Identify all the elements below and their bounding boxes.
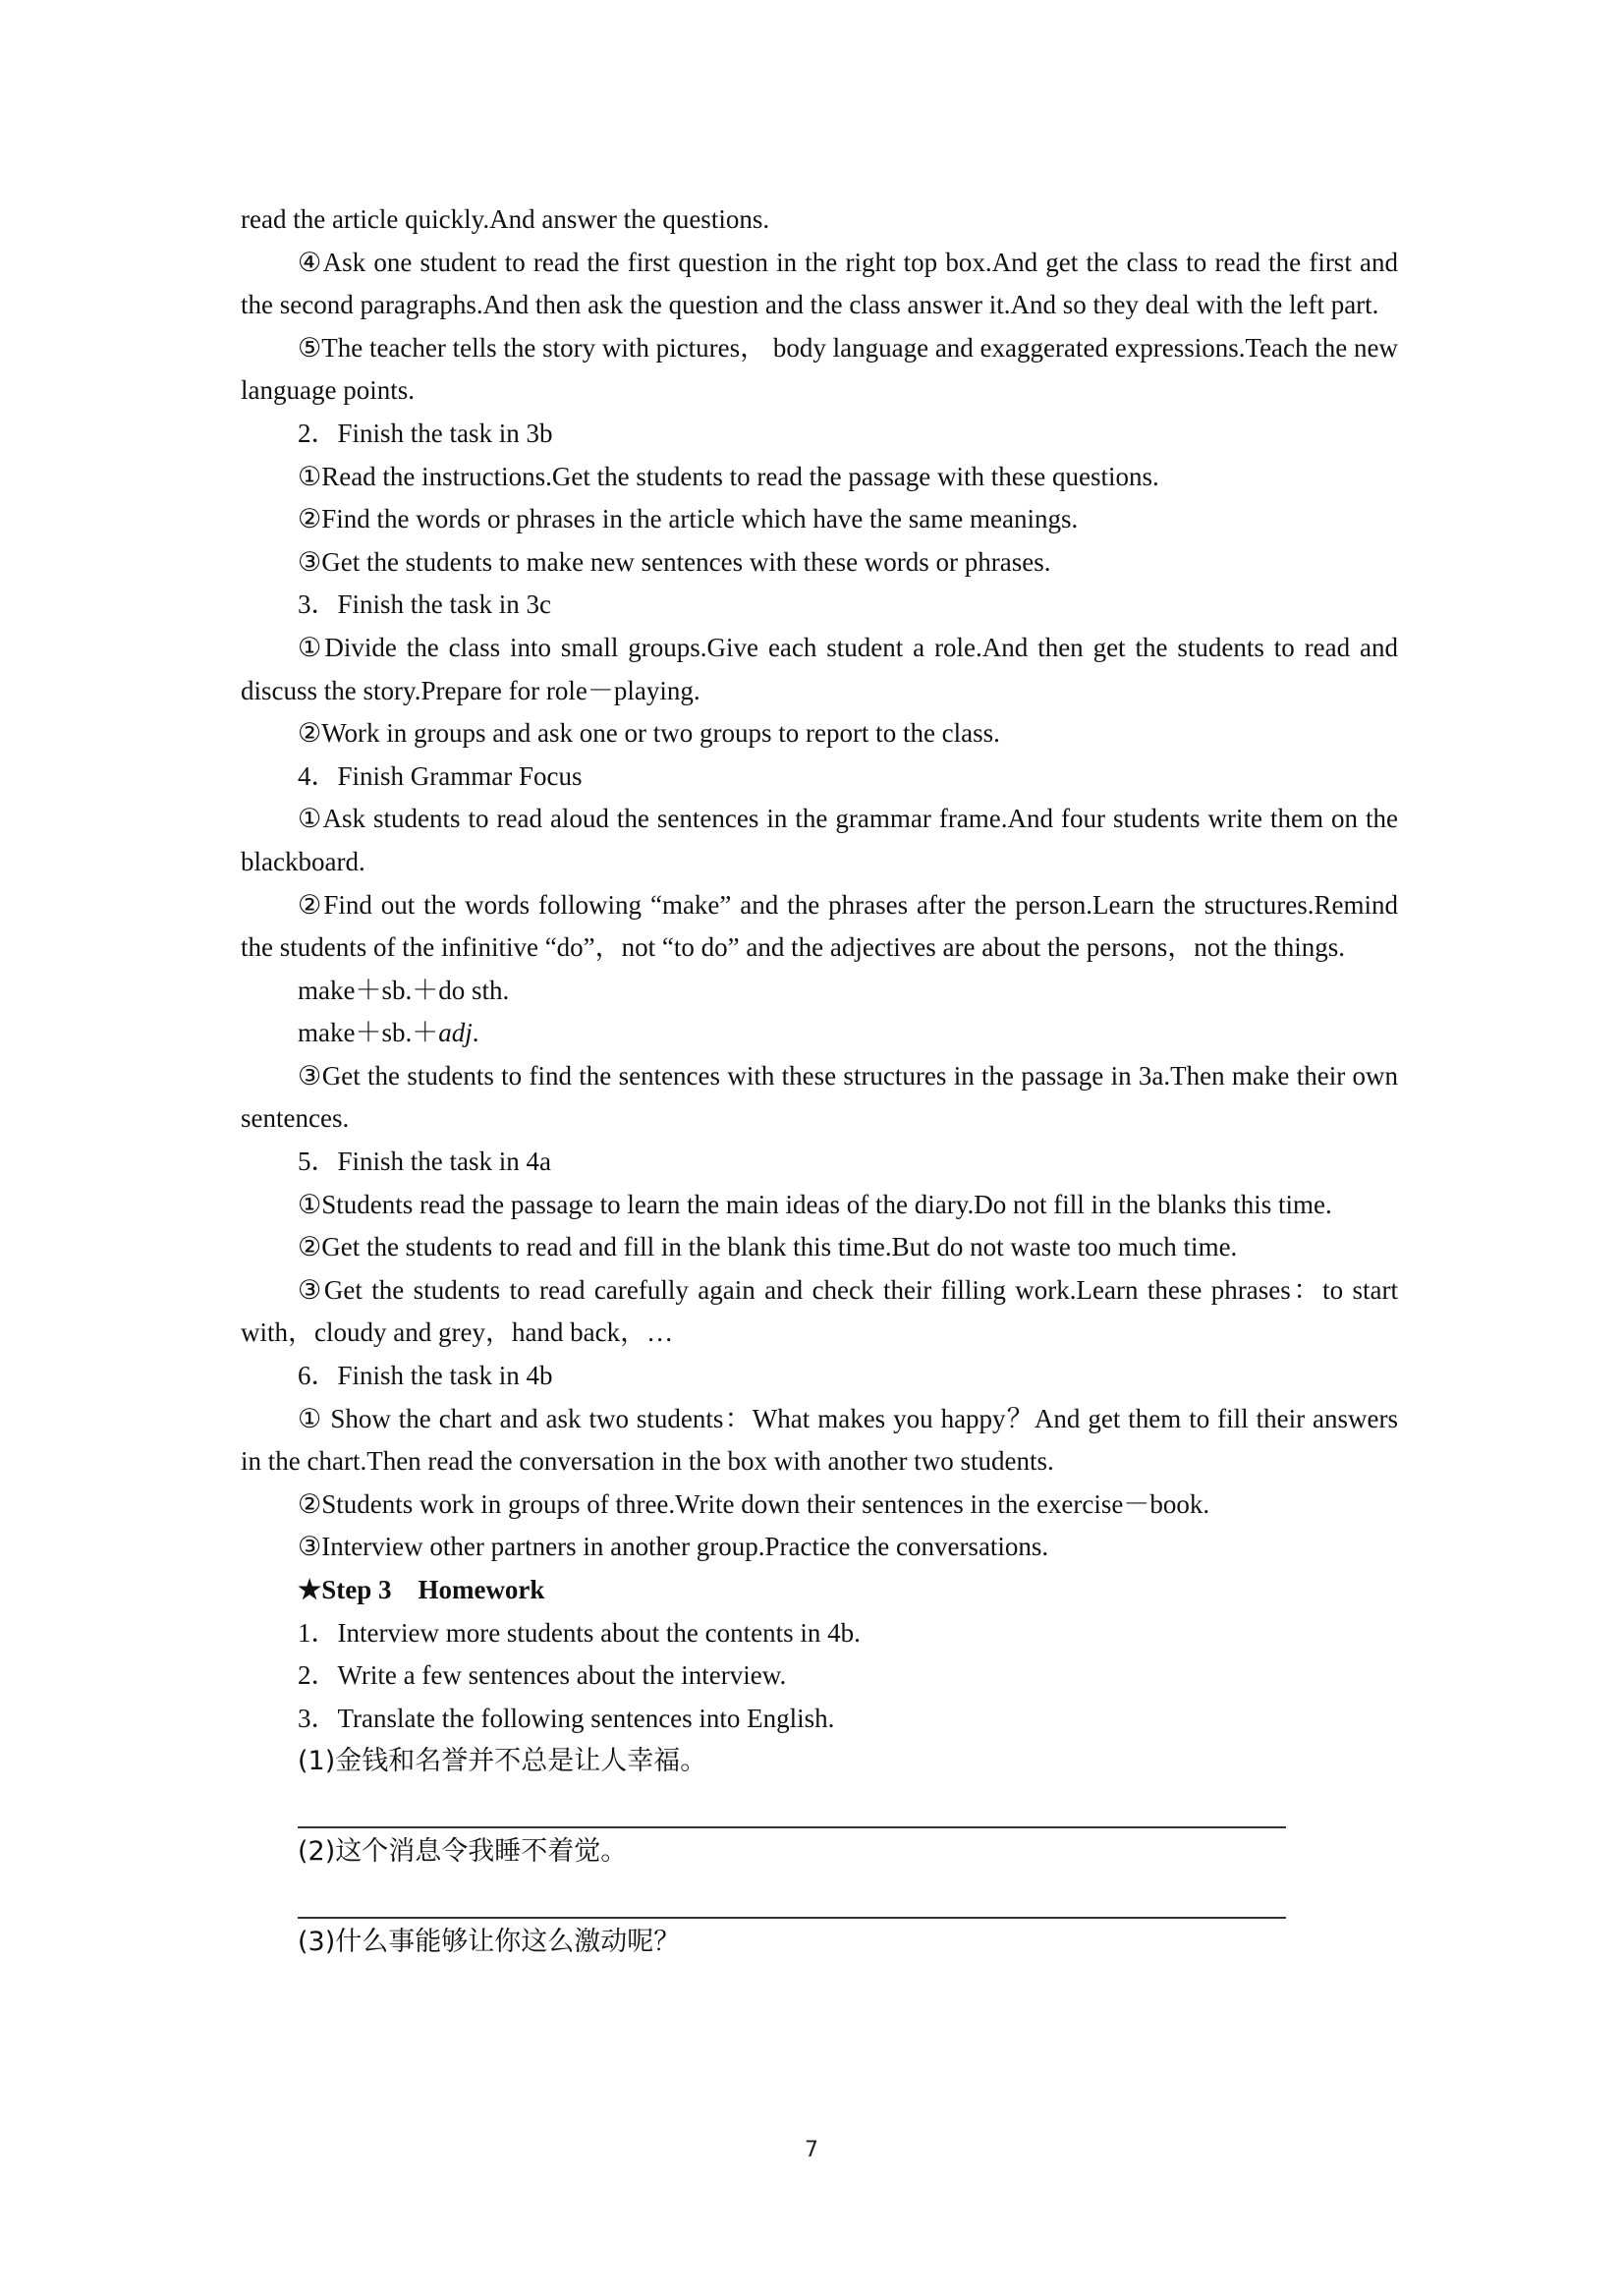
homework-item: 1．Interview more students about the contents in 4b. bbox=[298, 1617, 861, 1648]
step-item: ②Get the students to read and fill in the blank this time.But do not waste too much time. bbox=[298, 1232, 1238, 1262]
homework-item: 3．Translate the following sentences into English. bbox=[298, 1703, 835, 1733]
task-heading: 2．Finish the task in 3b bbox=[298, 418, 553, 448]
step-item: ①Ask students to read aloud the sentences in the grammar frame.And four students write them on the blackboard. bbox=[241, 804, 1398, 876]
structure-prefix: make＋sb.＋ bbox=[298, 1018, 439, 1048]
step-item: ③Get the students to read carefully again and check their filling work.Learn these phrases：to start with，cloudy and grey，hand back，… bbox=[241, 1274, 1398, 1348]
step-item: ③Interview other partners in another group.Practice the conversations. bbox=[298, 1532, 1049, 1562]
structure-suffix: . bbox=[472, 1018, 479, 1048]
task-heading: 3．Finish the task in 3c bbox=[298, 589, 551, 620]
translation-prompt: (1)金钱和名誉并不总是让人幸福。 bbox=[298, 1746, 707, 1777]
page-number: 7 bbox=[805, 2138, 818, 2162]
translation-prompt: (2)这个消息令我睡不着觉。 bbox=[298, 1835, 628, 1867]
task-heading: 4．Finish Grammar Focus bbox=[298, 760, 583, 791]
answer-blank-line[interactable] bbox=[298, 1783, 1286, 1828]
task-heading: 5．Finish the task in 4a bbox=[298, 1147, 551, 1177]
document-body bbox=[241, 198, 1398, 1963]
structure-italic: adj bbox=[438, 1018, 473, 1048]
translation-prompt: (3)什么事能够让你这么激动呢？ bbox=[298, 1926, 681, 1957]
task-heading: 6．Finish the task in 4b bbox=[298, 1361, 553, 1391]
step-item: ②Find the words or phrases in the article which have the same meanings. bbox=[298, 504, 1079, 534]
answer-blank-line[interactable] bbox=[298, 1874, 1286, 1919]
step-item: ① Show the chart and ask two students：What makes you happy？And get them to fill their answers in the chart.Then read the conversation in the box with another two students. bbox=[241, 1403, 1398, 1477]
step-item: ①Read the instructions.Get the students to read the passage with these questions. bbox=[298, 461, 1159, 491]
step-item: ③Get the students to make new sentences with these words or phrases. bbox=[298, 546, 1051, 577]
text-line: read the article quickly.And answer the questions. bbox=[241, 204, 770, 234]
step-item: ③Get the students to find the sentences with these structures in the passage in 3a.Then make their own sentences. bbox=[241, 1060, 1398, 1134]
step-item: ②Students work in groups of three.Write down their sentences in the exercise－book. bbox=[298, 1488, 1210, 1519]
step-item: ①Divide the class into small groups.Give each student a role.And then get the students to read and discuss the story.Prepare for role－playing. bbox=[241, 632, 1398, 705]
structure-line-adj bbox=[241, 1012, 1398, 1055]
section-heading-homework: ★Step 3 Homework bbox=[298, 1575, 545, 1604]
step-item: ②Work in groups and ask one or two groups to report to the class. bbox=[298, 718, 1000, 749]
step-item: ①Students read the passage to learn the main ideas of the diary.Do not fill in the blanks this time. bbox=[298, 1189, 1332, 1219]
step-item: ⑤The teacher tells the story with pictures， body language and exaggerated expressions.Teach the new language points. bbox=[241, 332, 1398, 406]
structure-line: make＋sb.＋do sth. bbox=[298, 975, 510, 1005]
step-item: ②Find out the words following “make” and the phrases after the person.Learn the structures.Remind the students of the infinitive “do”，not “to do” and the adjectives are about the persons，not the things. bbox=[241, 889, 1398, 963]
step-item: ④Ask one student to read the first question in the right top box.And get the class to read the first and the second paragraphs.And then ask the question and the class answer it.And so they deal with the left part. bbox=[241, 247, 1398, 320]
homework-item: 2．Write a few sentences about the interview. bbox=[298, 1660, 787, 1691]
